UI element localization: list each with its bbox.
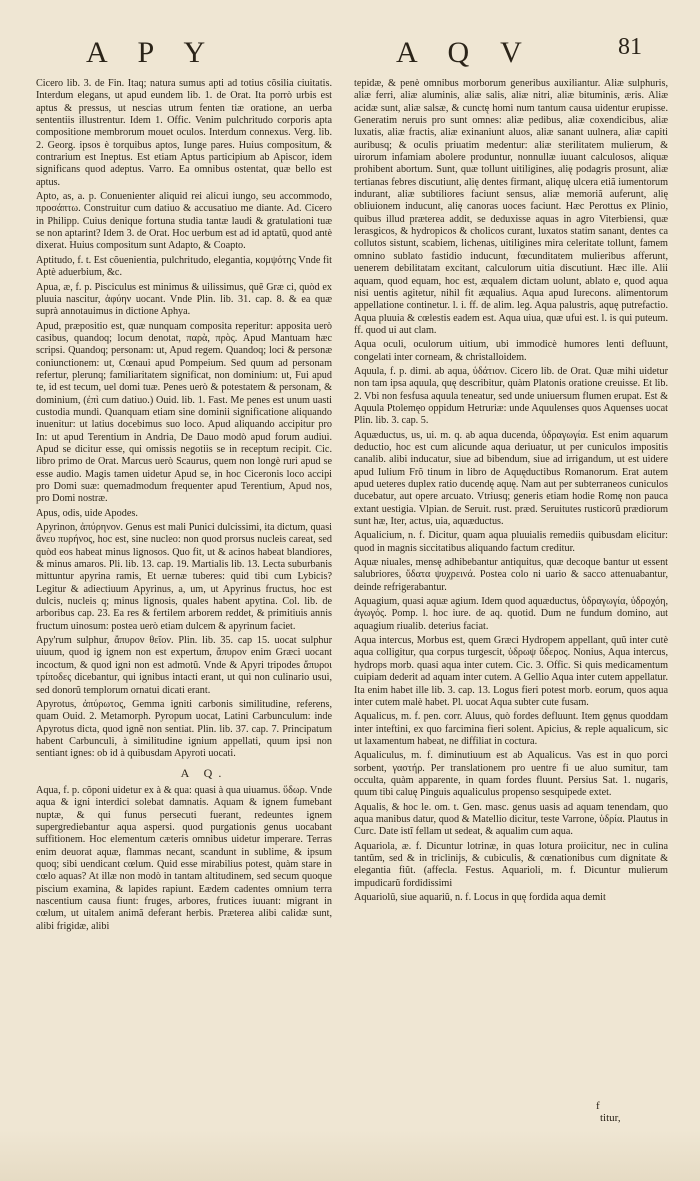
running-head-left: A P Y — [86, 36, 218, 69]
signature-mark: f — [596, 1100, 600, 1112]
dictionary-entry: Aqua oculi, oculorum uitium, ubi immodicè humores lenti defluunt, congelati inter corneam, & christalloidem. — [354, 339, 668, 363]
dictionary-entry: Aquariolũ, siue aquariũ, n. f. Locus in quę fordida aqua demit — [354, 892, 606, 903]
dictionary-entry: Aquagium, quasi aquæ agium. Idem quod aquæductus, ὑδραγωγία, ὑδροχόη, ἀγωγός. Pomp. l. hoc iure. de aq. quotid. Dum ne fundum domino, aut aquagium riualib. deterius faciat. — [354, 596, 668, 632]
dictionary-entry: Apyrinon, ἀπύρηνον. Genus est mali Punici dulcissimi, ita dictum, quasi ἄνευ πυρήνος, hoc est, sine nucleo: non quod prorsus nucleis careat, sed quòd eos habeat minus lignosos. Quo fit, ut & acinos habeat blandiores, & minus amaros. Pli. lib. 13. cap. 19. Martialis lib. 13. Lecta suburbanis mittuntur apyrina ramis, Et uernæ tuberes: quid tibi cum Lybicis? Legitur & adiectiuum Apyrinus, a, um, ut Apyrinus fructus, hoc est dulcis, nucleis q; minus lignosis, quales habent apytina. Col. lib. de arboribus cap. 23. Ea res & fertilem arborem reddet, & primitiuis annis fructum uinosum: postea uerò etiam dulcem & apyrinum faciet. — [36, 522, 332, 632]
dictionary-entry: Aquariola, æ. f. Dicuntur lotrinæ, in quas lotura proiicitur, nec in culina tantũm, sed & in triclinijs, & cubiculis, & cœnationibus cum dignitate & elegantia fiũt. (affecla. Festus. Aquarioli, m. f. Dicuntur mulierum impudicarũ fordidissimi — [354, 840, 668, 889]
dictionary-entry: Apua, æ, f. p. Pisciculus est minimus & uilissimus, quẽ Græ ci, quòd ex pluuia nascitur, ἀφύην uocant. Vnde Plin. lib. 31. cap. 8. & ea quæ suprà annotauimus in dictione Aphya. — [36, 281, 332, 318]
section-heading: A Q. — [180, 765, 228, 780]
left-column — [36, 78, 332, 935]
dictionary-entry: Aqualicium, n. f. Dicitur, quam aqua pluuialis remediis quibusdam elicitur: quod in magnis siccitatibus aliquando factum creditur. — [354, 530, 668, 554]
dictionary-entry: Apy'rum sulphur, ἄπυρον θεῖον. Plin. lib. 35. cap 15. uocat sulphur uiuum, quod ig ignem non est expertum, ἄπυρον enim Græci uocant incoctum, & quod igni non est admotũ. Vnde & Apyri tripodes ἄπυροι τρίποδες dicebantur, qui ignibus intacti erant, ut qui non culinario usui, sed donorũ templorum ornatui dicati erant. — [36, 635, 332, 696]
dictionary-entry: Apud, præpositio est, quæ nunquam composita reperitur: apposita uerò casibus, quandoq; locum denotat, παρὰ, πρὸς. Apud Mantuam hæc scripsi. Quandoq; personam: ut, Apud regem. Quandoq; loci & personæ coniunctionem: ut, Cœnaui apud Pompeium. Sed quum ad personam refertur, plerunq; familiaritatem significat, non dominium: ut, Fui apud te, id est tecum, uel domi tuæ. Penes uerò & potestatem & personam, & dominium, (ἐπὶ cum datiuo.) Ouid. lib. 1. Fast. Me penes est unum uasti custodia mundi. Quanquam etiam sine dominii significatione aliquando inuenitur: ut latius docebimus suo loco. Apud aliquando accipitur pro In: ut apud Terentium in Andria, De Dauo modò apud forum audiui. Apud se dicitur esse, qui omissis negotiis se in receptum recipit. Cic. libro primo de Orat. Marcus uerò Scaurus, quem non longè ruri apud se esse audio. Magis tamen uidetur Apud se, in hoc Ciceronis loco accipi pro Domi suæ: quemadmodum frequenter apud Terentium, Apud nos, pro Domi nostræ. — [36, 320, 332, 505]
dictionary-entry: Aquula, f. p. dimi. ab aqua, ὑδάτιον. Cicero lib. de Orat. Quæ mihi uidetur non tam ipsa aquula, quę describitur, quàm Platonis oratione creuisse. Et lib. 2. Vbi non fesfusa aquula teneatur, sed unde uniuersum flumen erupat. Est & Aquula Ptolemęo oppidum Hetruriæ: unde Aquulenses quos Aquenses uocat Plin. lib. 3. cap. 5. — [354, 365, 668, 427]
page-bottom-margin — [0, 1130, 700, 1181]
dictionary-entry: Aqua intercus, Morbus est, quem Græci Hydropem appellant, quũ inter cutè aqua colligitur, qua corpus turgescit, ὑδρωψ ὕδερος. Nonius, Aqua intercus, hydrops morb. quasi aqua inter cutem. Cic. 3. Offic. Si quis medicamentum cuipiam dederit ad aquam inter cutem. A Gellio Aqua inter cutem appellatur. Ita enim habet ille lib. 3. cap. 13. Logus fieri potest morb. eorum, quos aqua inter cutem malè habet. Pl. uocat Aqua subter cute fusam. — [354, 635, 668, 708]
dictionary-entry: Aqualis, & hoc le. om. t. Gen. masc. genus uasis ad aquam tenendam, quo aqua manibus datur, quod & Matellio dicitur, teste Varrone, ὑδρία. Plautus in Curc. Date istĩ fellam ut sedeat, & aqualim cum aqua. — [354, 801, 668, 838]
dictionary-entry: Apyrotus, ἀπύρωτος, Gemma igniti carbonis similitudine, referens, quam Ouid. 2. Metamorph. Pyropum uocat, Latini Carbunculum: inde Apyrotus dicta, quod ignẽ non sentiat. Plin. lib. 37. cap. 7. Principatum habent Carbunculi, à similitudine ignium appellati, quum ipsi non sentiant ignes: ob id à quibusdam Apyroti uocati. — [36, 698, 332, 760]
dictionary-entry: Aqua, f. p. cõponi uidetur ex à & qua: quasi à qua uiuamus. ὕδωρ. Vnde aqua & igni interdici solebat damnatis. Aquam & ignem fumebant nuptæ, & qui funus persecuti fuerant, redeuntes ignem supergrediebantur aqua aspersi. quod purgationis genus uocabant suffitionem. Hoc elementum cæteris omnibus uidetur imperare. Terras enim deuorat aquæ, flammas necant, scandunt in sublime, & ipsum quoq; sibi uendicant cœlum. Quid esse mirabilius potest, quàm stare in cœlo aquas? At illæ non modò in tantam altitudinem, sed secum quoque piscium examina, & lapides rapiunt. Eædem cadentes omnium terra nascentium causa fiunt: fruges, arbores, frutices iuuant: migrant in cœlum, ut uitalem animã deferant herbis. Præterea alibi calidæ sunt, alibi frigidæ, alibi — [36, 784, 332, 932]
dictionary-entry: tepidæ, & penè omnibus morborum generibus auxiliantur. Aliæ sulphuris, aliæ ferri, aliæ aluminis, aliæ salis, aliæ nitri, aliæ bituminis, æris. Aliæ acidæ sunt, aliæ salsæ, & cunctę homi num tantum causa uidentur erupisse. Generatim neruis pro sunt omnes: aliæ pedibus, aliæ coxendicibus, aliæ luxatis, aliæ fractis, aliæ exinaniunt aluos, aliæ sanant uulnera, aliæ capiti auribusq; & oculis priuatim medentur: aliæ sterilitatem mulierum, & uirorum infamiam abolere produntur, nonnullæ iuuant calculosos, aliquæ prohibent abortum. Sunt, quæ tollunt uitiligines, alię podagris prosunt, aliæ tertianas febres discutiunt, alię dentes firmant, aliquę ulcera etiã iumentorum indurant, aliæ subtiliores faciunt sensus, aliæ memoriã auferunt, alię obliuionem inducunt, alię canoras uoces faciunt. Hæc Perottus ex Plinio, quibus illud præterea addit, se deduxisse aquas in agro Viterbiensi, quæ lerasgicos, & hydropicos & cholicos curant, luxatos statim sanant, dentes ca collutos sistunt, scabiem, lichenas, uitiligines mira celeritate tollunt, famem omnino sublato fastidio inducunt, fœcunditatem mulieribus afferunt, uenerem debilitatam excitant, calculorum uitia discutiunt. Hæc ille. Alii aquam, quod equam, hoc est, æqualem dictam uolunt, ablato e, quod aqua nisi uentis agitetur, nihil fit æqualius. Aqua apud Iurecons. alimentorum appellatione continetur. l. i. ff. de alim. leg. Aqua palustris, aquę putrefactio. Aqua pluuia & cœlestis eadem est. Aqua uiua, quæ ufui est. l. is qui puteum. ff. quod ui aut clam. — [354, 78, 668, 336]
dictionary-entry: Apto, as, a. p. Conuenienter aliquid rei alicui iungo, seu accommodo, προσάπτω. Construitur cum datiuo & accusatiuo me diante. Ad. Cicero in Philipp. Cuius denique fortuna studia tantæ laudi & gratulationi tuæ se non aptarint? Idem 3. de Orat. Hoc uerbum est ad id aptatū, quod antè dixerat. Huius compositum sunt Adapto, & Coapto. — [36, 191, 332, 252]
dictionary-entry: Apus, odis, uide Apodes. — [36, 507, 138, 519]
dictionary-entry: Aquæ niuales, mensę adhibebantur antiquitus, quæ decoque bantur ut essent salubriores, ὕδατα ψυχρεινά. Postea colo ni uario & sacco attenuabantur, deinde refrigerabantur. — [354, 557, 668, 593]
dictionary-entry: Aqualiculus, m. f. diminutiuum est ab Aqualicus. Vas est in quo porci sorbent, γαστήρ. Per translationem pro uentre fi ue aluo sumitur, tam occulta, quàm apparente, in quam fordes fluunt. Persius Sat. 1. nugaris, quum tibi caluę Pinguis aqualiculus propenso sesquipede extet. — [354, 750, 668, 799]
dictionary-entry: Aquæductus, us, ui. m. q. ab aqua ducenda, ὑδραγωγία. Est enim aquarum deductio, hoc est cum alicunde aqua deriuatur, ut per cuniculos impositis canalib. alibi inducatur, siue ad bibendum, siue ad irrigandum, ut est uidere apud Iulium Frõ tinum in libro de Aquęductibus Romanorum. Erat autem apud ueteres duplex ratio ducendę aquę. Nam aut per subterraneos cuniculos ducebatur, aut opere arcuato. Vtriusq; generis etiam hodie Romę non pauca extant uestigia. Vlpian. de Seruit. rust. præd. Seruitutes rusticorũ prædiorum sunt hæ, Iter, actus, uia, aquæductus. — [354, 429, 668, 528]
right-column — [354, 78, 668, 906]
running-head-right: A Q V — [396, 36, 534, 69]
page-number: 81 — [618, 34, 642, 60]
dictionary-entry: Cicero lib. 3. de Fin. Itaq; natura sumus apti ad totius cõsilia ciuitatis. Interdum elegans, ut apud eundem lib. 1. de Orat. Ita porrò urbis est aptus & pressus, ut nescias utrum fenten tiæ oratione, an uerba sententiis illustrentur. Idem 1. Offic. Venim pulchritudo corporis apta compositione membrorum mouet oculos. Interdum connexus. Verg. lib. 2. Georg. ipsos è torquibus aptos, Iunge pares. Huius compositum, & contrarium est Ineptus. Est etiam Aptus participium ab Apiscor, idem significans quod adeptus. Varro. Ea omnibus ostentat, quæ bello est aptus. — [36, 78, 332, 188]
catchword: titur, — [600, 1112, 621, 1124]
dictionary-entry: Aptitudo, f. t. Est cõuenientia, pulchritudo, elegantia, κομψότης Vnde fit Aptè aduerbium, &c. — [36, 254, 332, 279]
dictionary-entry: Aqualicus, m. f. pen. corr. Aluus, quò fordes defluunt. Item gęnus quoddam inter inteftini, ex quo farcimina fieri solent. Apicius, & reple aqualicum, sic ut laxamentum habeat, ne diffiliat in coctura. — [354, 711, 668, 747]
